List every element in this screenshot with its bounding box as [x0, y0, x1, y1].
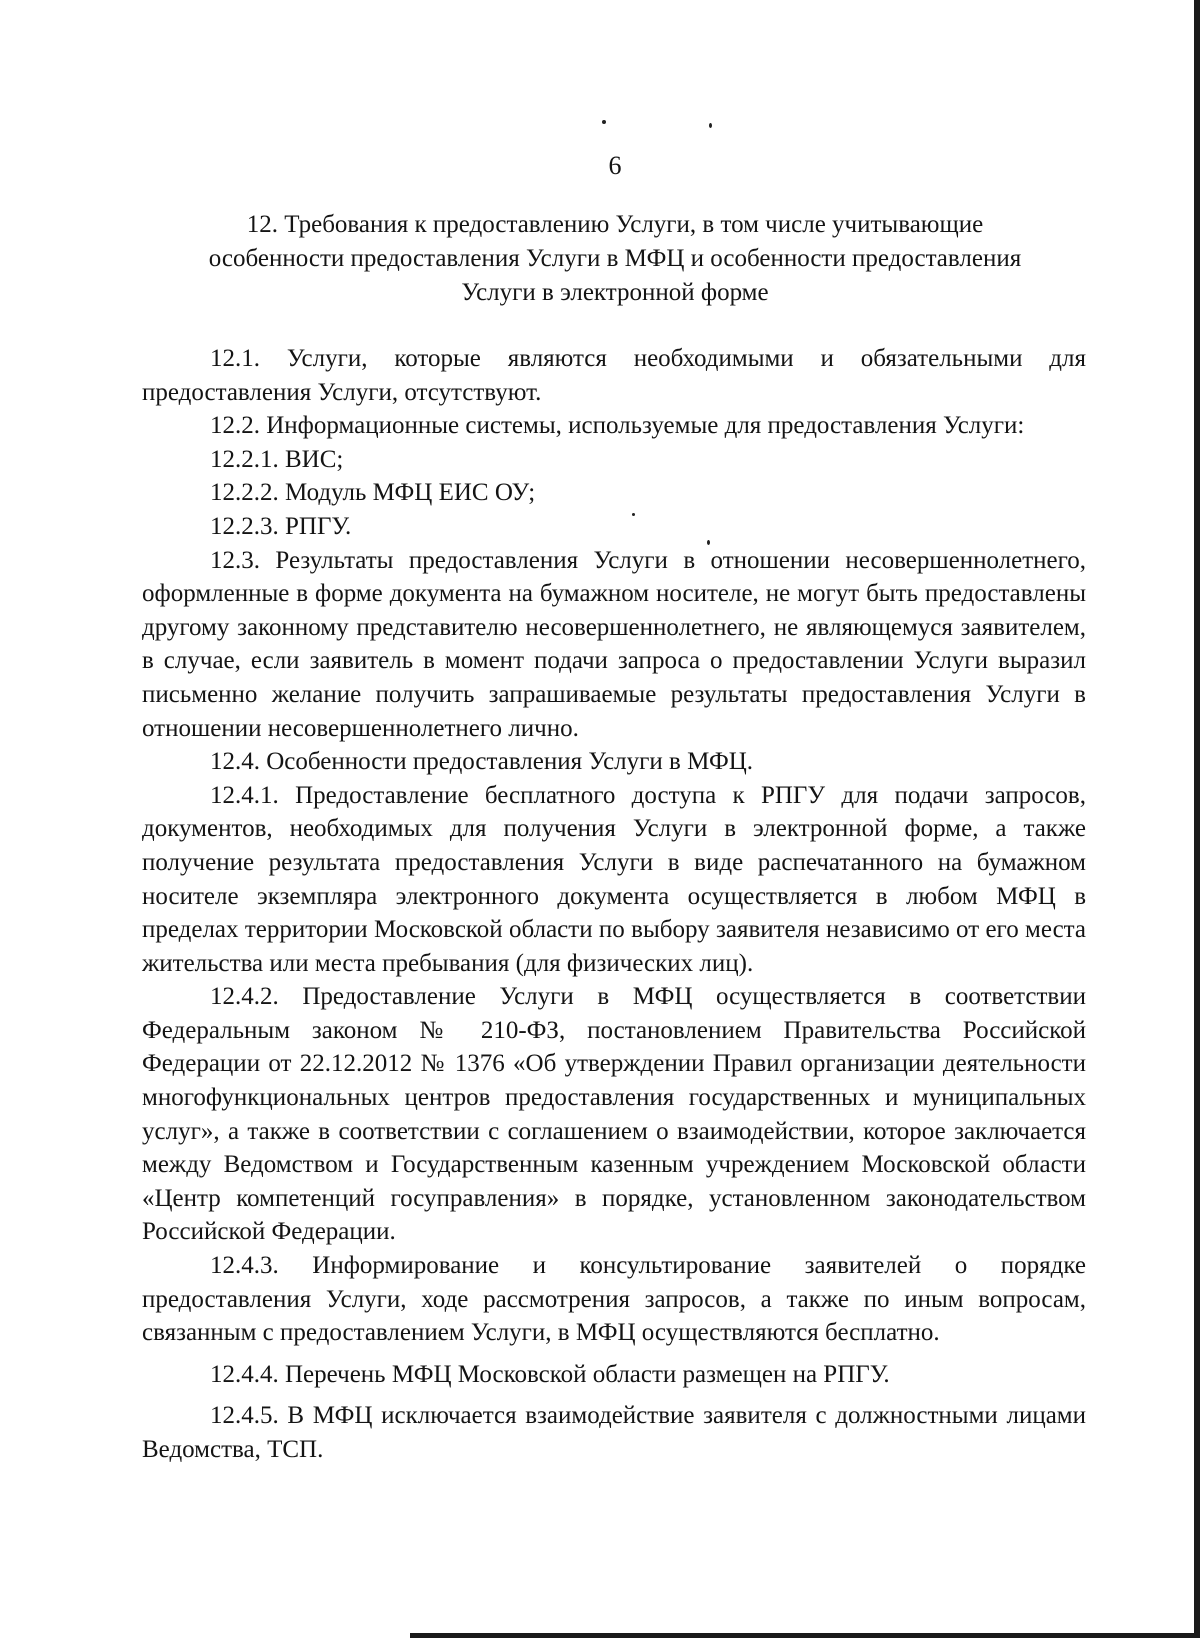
scan-speck — [709, 123, 712, 128]
heading-line: Услуги в электронной форме — [461, 279, 769, 306]
paragraph-12-4-5: 12.4.5. В МФЦ исключается взаимодействие заявителя с должностными лицами Ведомства, ТСП. — [142, 1402, 1086, 1463]
paragraph-12-4-2: 12.4.2. Предоставление Услуги в МФЦ осуществляется в соответствии Федеральным законом № 210-ФЗ, постановлением Правительства Российской Федерации от 22.12.2012 № 1376 «Об утверждении Правил организации деятельности многофункциональных центров предоставления государственных и муниципальных услуг», а также в соответствии с соглашением о взаимодействии, которое заключается между Ведомством и Государственным казенным учреждением Московской области «Центр компетенций госуправления» в порядке, установленном законодательством Российской Федерации. — [142, 983, 1086, 1246]
paragraph-12-1: 12.1. Услуги, которые являются необходимыми и обязательными для предоставления Услуги, отсутствуют. — [142, 345, 1086, 406]
paragraph-12-4: 12.4. Особенности предоставления Услуги в МФЦ. — [210, 748, 754, 776]
scan-speck — [602, 120, 606, 124]
heading-line: 12. Требования к предоставлению Услуги, в том числе учитывающие — [246, 211, 984, 238]
paragraph-12-4-1: 12.4.1. Предоставление бесплатного доступа к РПГУ для подачи запросов, документов, необходимых для получения Услуги в электронной форме, а также получение результата предоставления Услуги в виде распечатанного на бумажном носителе экземпляра электронного документа осуществляется в любом МФЦ в пределах территории Московской области по выбору заявителя независимо от его места жительства или места пребывания (для физических лиц). — [142, 781, 1086, 977]
paragraph-12-4-3: 12.4.3. Информирование и консультирование заявителей о порядке предоставления Услуги, ходе рассмотрения запросов, а также по иным вопросам, связанным с предоставлением Услуги, в МФЦ осуществляются бесплатно. — [142, 1252, 1086, 1347]
paragraph-12-2-2: 12.2.2. Модуль МФЦ ЕИС ОУ; — [210, 479, 536, 507]
paragraph-12-3: 12.3. Результаты предоставления Услуги в отношении несовершеннолетнего, оформленные в форме документа на бумажном носителе, не могут быть предоставлены другому законному представителю несовершеннолетнего, не являющемуся заявителем, в случае, если заявитель в момент подачи запроса о предоставлении Услуги выразил письменно желание получить запрашиваемые результаты предоставления Услуги в отношении несовершеннолетнего лично. — [142, 546, 1086, 742]
page-number: 6 — [608, 151, 622, 180]
scan-edge-bottom — [410, 1633, 1200, 1638]
scan-edge-right — [1194, 0, 1200, 1638]
paragraph-12-4-4: 12.4.4. Перечень МФЦ Московской области размещен на РПГУ. — [210, 1360, 890, 1388]
document-body — [142, 342, 1086, 1467]
heading-line: особенности предоставления Услуги в МФЦ и особенности предоставления — [208, 245, 1022, 272]
paragraph-12-2: 12.2. Информационные системы, используемые для предоставления Услуги: — [210, 412, 1025, 440]
section-heading — [140, 208, 1090, 310]
paragraph-12-2-3: 12.2.3. РПГУ. — [210, 512, 352, 540]
paragraph-12-2-1: 12.2.1. ВИС; — [210, 445, 344, 473]
